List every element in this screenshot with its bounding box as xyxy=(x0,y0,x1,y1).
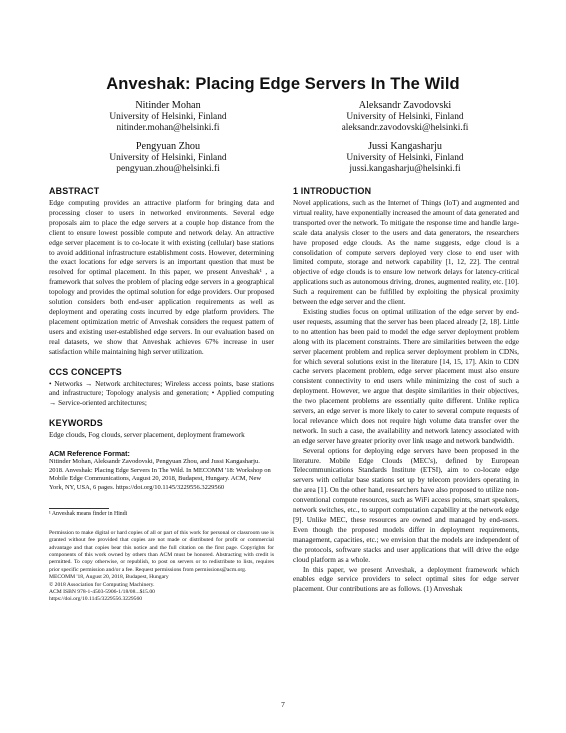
author-name: Jussi Kangasharju xyxy=(368,141,442,152)
author-name: Pengyuan Zhou xyxy=(135,141,201,152)
left-column xyxy=(49,186,274,604)
reference-format-text: Nitinder Mohan, Aleksandr Zavodovski, Pengyuan Zhou, and Jussi Kangasharju. 2018. Anveshak: Placing Edge Servers In The Wild. In MECOMM '18: Workshop on Mobile Edge Communications, August 20, 2018, Budapest, Hungary. ACM, New York, NY, USA, 6 pages. https://doi.org/10.1145/3229556.3229560 xyxy=(49,458,271,491)
keywords-heading: KEYWORDS xyxy=(49,418,103,429)
keywords-section xyxy=(49,418,274,441)
copyright-line: © 2018 Association for Computing Machinery. xyxy=(49,581,155,588)
ccs-section xyxy=(49,367,274,410)
permission-notice xyxy=(49,530,274,604)
intro-paragraph: Novel applications, such as the Internet of Things (IoT) and augmented and virtual reality, have exponentially increased the amount of data generated and transported over the network. To mitigate the response time and handle large-scale data analysis closer to the users and data generators, the researchers have proposed edge clouds. As the name suggests, edge cloud is a consolidation of compute servers deployed very close to end user with limited compute, storage and network capability [1, 12, 22]. The central objective of edge clouds is to ensure low network delays for latency-critical applications such as autonomous driving, drones, augmented reality, etc. [10]. Such a requirement can be fulfilled by exploiting the physical proximity between the edge server and the client. xyxy=(293,199,519,307)
author-block-2 xyxy=(290,100,520,135)
intro-paragraph: Several options for deploying edge servers have been proposed in the literature. Mobile Edge Clouds (MEC's), defined by European Telecommunications Standards Institute (ETSI), aim to co-locate edge servers with cellular base stations set up by telecom providers operating in the area [1]. On the other hand, researchers have also proposed to utilize non-conventional compute resources, such as WiFi access points, smart speakers, network switches, etc., to support computation capability at the network edge [9]. Unlike MEC, these resources are owned and managed by end-users. Even though the proposed models differ in deployment requirements, management, capacities, etc.; we envision that the models are independent of the protocols, software stacks and user applications that will drive the edge cloud platform as a whole. xyxy=(293,446,519,564)
intro-paragraph: In this paper, we present Anveshak, a deployment framework which enables edge service providers to select optimal sites for edge server placement. Our contributions are as follows. (1) Anveshak xyxy=(293,565,519,594)
copyright-line: ACM ISBN 978-1-4503-5906-1/18/08...$15.00 xyxy=(49,589,155,596)
author-name: Aleksandr Zavodovski xyxy=(358,100,452,111)
page-number: 7 xyxy=(281,700,285,709)
author-affiliation: University of Helsinki, Finland xyxy=(346,152,464,163)
author-block-3 xyxy=(53,141,283,176)
author-affiliation: University of Helsinki, Finland xyxy=(109,152,227,163)
reference-format-heading: ACM Reference Format: xyxy=(49,450,130,459)
right-column xyxy=(293,186,519,595)
reference-format-section xyxy=(49,450,274,492)
keywords-text: Edge clouds, Fog clouds, server placement, deployment framework xyxy=(49,431,245,440)
footnote: ¹ Anveshak means finder in Hindi xyxy=(49,510,128,517)
author-affiliation: University of Helsinki, Finland xyxy=(109,111,227,122)
doi-link[interactable]: https://doi.org/10.1145/3229556.3229560 xyxy=(49,596,143,603)
author-email[interactable]: pengyuan.zhou@helsinki.fi xyxy=(116,164,220,175)
paper-title: Anveshak: Placing Edge Servers In The Wild xyxy=(106,75,460,93)
ccs-text: • Networks → Network architectures; Wireless access points, base stations and infrastructure; Topology analysis and generation; • Applied computing → Service-oriented architectures; xyxy=(49,379,274,408)
abstract-heading: ABSTRACT xyxy=(49,186,100,196)
abstract-section xyxy=(49,186,274,358)
ccs-heading: CCS CONCEPTS xyxy=(49,366,122,377)
author-email[interactable]: jussi.kangasharju@helsinki.fi xyxy=(349,164,461,175)
author-name: Nitinder Mohan xyxy=(135,100,201,111)
author-block-4 xyxy=(290,141,520,176)
author-email[interactable]: aleksandr.zavodovski@helsinki.fi xyxy=(341,123,469,134)
footnote-rule xyxy=(49,508,109,509)
copyright-line: MECOMM '18, August 20, 2018, Budapest, Hungary xyxy=(49,574,169,581)
author-email[interactable]: nitinder.mohan@helsinki.fi xyxy=(116,123,220,134)
author-block-1 xyxy=(53,100,283,135)
author-affiliation: University of Helsinki, Finland xyxy=(346,111,464,122)
introduction-heading: 1 INTRODUCTION xyxy=(293,186,372,196)
intro-paragraph: Existing studies focus on optimal utilization of the edge server by end-user requests, assuming that the server has been placed already [2, 18]. Little to no attention has been paid to model the edge server deployment problem along with its placement constraints. There are similarities between the edge server placement problem and replica server deployment problem in CDNs, for which several solutions exist in the literature [14, 15, 17]. Akin to CDN cache servers placement problem, edge server placement must also ensure consistent connectivity to end users while minimizing the cost of such a deployment. However, we argue that despite similarities in their objectives, the two placement problems are essentially quite different. Unlike replica servers, an edge server is more likely to cater to several compute requests of local relevance which does not require high volume data transfer over the network. In such a case, the availability and network latency associated with an edge server have greater priority over link usage and network bandwidth. xyxy=(293,307,519,445)
permission-text: Permission to make digital or hard copies of all or part of this work for personal or classroom use is granted without fee provided that copies are not made or distributed for profit or commercial advantage and that copies bear this notice and the full citation on the first page. Copyrights for components of this work owned by others than ACM must be honored. Abstracting with credit is permitted. To copy otherwise, or republish, to post on servers or to redistribute to lists, requires prior specific permission and/or a fee. Request permissions from permissions@acm.org. xyxy=(49,529,274,573)
abstract-text: Edge computing provides an attractive platform for bringing data and processing closer to users in networked environments. Several edge proposals aim to place the edge servers at a couple hop distance from the client to ensure lowest possible compute and network delay. An attractive edge server placement is to co-locate it with existing (cellular) base stations to avoid additional infrastructure establishment costs. However, determining the exact locations for edge servers is an important question that must be resolved for optimal placement. In this paper, we present Anveshak¹ , a framework that solves the problem of placing edge servers in a geographical topology and provides the optimal solution for edge providers. Our proposed solution considers both end-user application requirements as well as deployment and operating costs incurred by edge platform providers. The placement optimization metric of Anveshak considers the request pattern of users and existing user-established edge servers. In our evaluation based on real datasets, we show that Anveshak achieves 67% increase in user satisfaction while maintaining high server utilization. xyxy=(49,199,274,356)
